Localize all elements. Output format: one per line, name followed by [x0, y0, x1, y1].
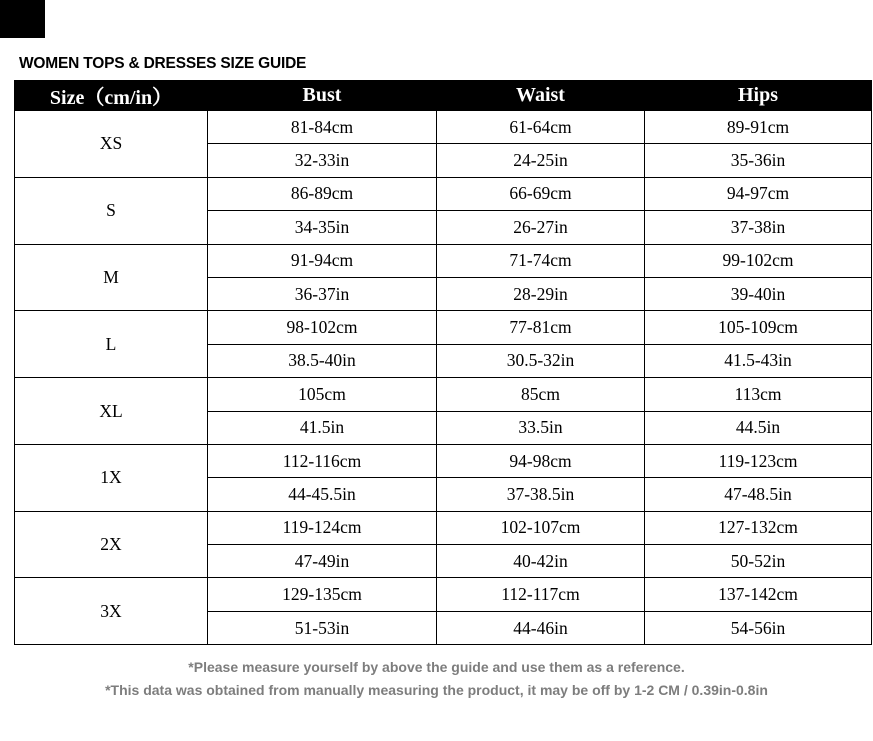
bust-in-cell: 47-49in — [208, 545, 437, 578]
row-1x-cm — [15, 444, 872, 477]
hips-cm-cell: 127-132cm — [645, 511, 872, 544]
row-l-cm — [15, 311, 872, 344]
bust-in-cell: 38.5-40in — [208, 344, 437, 377]
bust-cm-cell: 112-116cm — [208, 444, 437, 477]
waist-cm-cell: 102-107cm — [437, 511, 645, 544]
row-3x-cm — [15, 578, 872, 611]
size-cell-xs: XS — [15, 111, 208, 178]
waist-cm-cell: 71-74cm — [437, 244, 645, 277]
bust-in-cell: 36-37in — [208, 277, 437, 310]
row-2x-cm — [15, 511, 872, 544]
header-size: Size（cm/in） — [15, 81, 208, 111]
row-xs-cm — [15, 111, 872, 144]
size-cell-xl: XL — [15, 378, 208, 445]
hips-in-cell: 39-40in — [645, 277, 872, 310]
page-title: WOMEN TOPS & DRESSES SIZE GUIDE — [19, 55, 307, 72]
hips-cm-cell: 113cm — [645, 378, 872, 411]
waist-in-cell: 37-38.5in — [437, 478, 645, 511]
waist-cm-cell: 112-117cm — [437, 578, 645, 611]
row-m-cm — [15, 244, 872, 277]
waist-in-cell: 24-25in — [437, 144, 645, 177]
waist-in-cell: 28-29in — [437, 277, 645, 310]
row-s-cm — [15, 177, 872, 210]
footnote-tolerance: *This data was obtained from manually measuring the product, it may be off by 1-2 CM / 0.39in-0.8in — [105, 682, 768, 698]
hips-cm-cell: 105-109cm — [645, 311, 872, 344]
hips-in-cell: 35-36in — [645, 144, 872, 177]
bust-in-cell: 41.5in — [208, 411, 437, 444]
waist-cm-cell: 94-98cm — [437, 444, 645, 477]
waist-in-cell: 30.5-32in — [437, 344, 645, 377]
table-header-row — [15, 81, 872, 111]
bust-cm-cell: 129-135cm — [208, 578, 437, 611]
size-cell-m: M — [15, 244, 208, 311]
waist-in-cell: 40-42in — [437, 545, 645, 578]
size-cell-1x: 1X — [15, 444, 208, 511]
size-cell-2x: 2X — [15, 511, 208, 578]
size-guide-table — [14, 80, 872, 645]
waist-cm-cell: 61-64cm — [437, 111, 645, 144]
size-cell-3x: 3X — [15, 578, 208, 645]
bust-in-cell: 32-33in — [208, 144, 437, 177]
header-waist: Waist — [437, 81, 645, 111]
header-hips: Hips — [645, 81, 872, 111]
hips-in-cell: 37-38in — [645, 211, 872, 244]
table-body — [15, 111, 872, 645]
size-cell-s: S — [15, 177, 208, 244]
footnote-reference: *Please measure yourself by above the guide and use them as a reference. — [188, 659, 685, 675]
bust-in-cell: 51-53in — [208, 611, 437, 644]
waist-cm-cell: 77-81cm — [437, 311, 645, 344]
hips-in-cell: 47-48.5in — [645, 478, 872, 511]
size-cell-l: L — [15, 311, 208, 378]
corner-black-box — [0, 0, 45, 38]
bust-cm-cell: 105cm — [208, 378, 437, 411]
footnotes — [0, 656, 873, 702]
hips-in-cell: 50-52in — [645, 545, 872, 578]
bust-cm-cell: 81-84cm — [208, 111, 437, 144]
hips-cm-cell: 99-102cm — [645, 244, 872, 277]
waist-in-cell: 26-27in — [437, 211, 645, 244]
bust-in-cell: 34-35in — [208, 211, 437, 244]
waist-cm-cell: 85cm — [437, 378, 645, 411]
bust-cm-cell: 119-124cm — [208, 511, 437, 544]
bust-cm-cell: 98-102cm — [208, 311, 437, 344]
hips-cm-cell: 89-91cm — [645, 111, 872, 144]
bust-in-cell: 44-45.5in — [208, 478, 437, 511]
bust-cm-cell: 91-94cm — [208, 244, 437, 277]
hips-in-cell: 41.5-43in — [645, 344, 872, 377]
waist-in-cell: 33.5in — [437, 411, 645, 444]
header-bust: Bust — [208, 81, 437, 111]
hips-in-cell: 44.5in — [645, 411, 872, 444]
row-xl-cm — [15, 378, 872, 411]
waist-cm-cell: 66-69cm — [437, 177, 645, 210]
hips-cm-cell: 137-142cm — [645, 578, 872, 611]
hips-cm-cell: 94-97cm — [645, 177, 872, 210]
hips-in-cell: 54-56in — [645, 611, 872, 644]
waist-in-cell: 44-46in — [437, 611, 645, 644]
bust-cm-cell: 86-89cm — [208, 177, 437, 210]
hips-cm-cell: 119-123cm — [645, 444, 872, 477]
